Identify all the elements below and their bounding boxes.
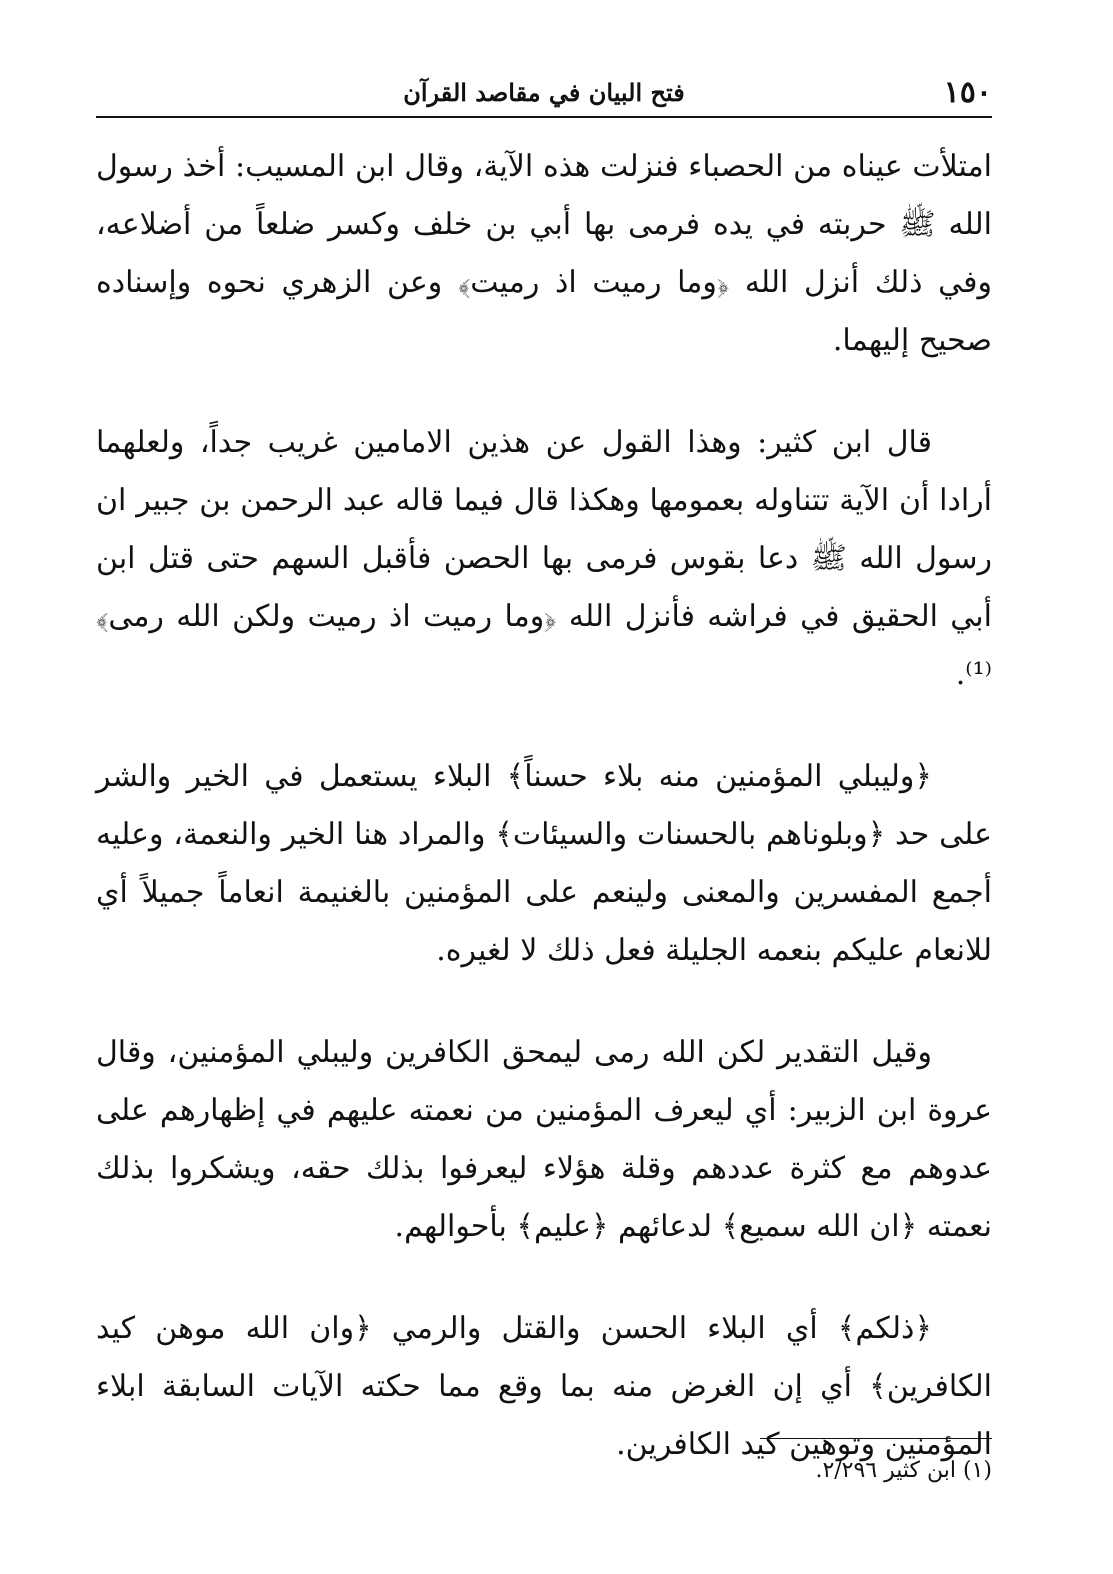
footnote: (١) ابن كثير ٢/٢٩٦. [815, 1458, 992, 1483]
page-header [96, 64, 992, 118]
paragraph-2: قال ابن كثير: وهذا القول عن هذين الامامين غريب جداً، ولعلهما أرادا أن الآية تتناوله بعمومها وهكذا قال فيما قاله عبد الرحمن بن جبير ان رسول الله ﷺ دعا بقوس فرمى بها الحصن فأقبل السهم حتى قتل ابن أبي الحقيق في فراشه فأنزل الله ﴿وما رميت اذ رميت ولكن الله رمى﴾⁽¹⁾. [96, 425, 992, 692]
footnote-divider [760, 1438, 992, 1439]
book-page [96, 64, 992, 1524]
paragraph-5: ﴿ذلكم﴾ أي البلاء الحسن والقتل والرمي ﴿وان الله موهن كيد الكافرين﴾ أي إن الغرض منه بما وقع مما حكته الآيات السابقة ابلاء المؤمنين وتوهين كيد الكافرين. [96, 1311, 992, 1462]
page-number: ١٥٠ [943, 75, 992, 110]
paragraph-3: ﴿وليبلي المؤمنين منه بلاء حسناً﴾ البلاء يستعمل في الخير والشر على حد ﴿وبلوناهم بالحسنات والسيئات﴾ والمراد هنا الخير والنعمة، وعليه أجمع المفسرين والمعنى ولينعم على المؤمنين بالغنيمة انعاماً جميلاً أي للانعام عليكم بنعمه الجليلة فعل ذلك لا لغيره. [96, 759, 992, 968]
paragraph-4: وقيل التقدير لكن الله رمى ليمحق الكافرين وليبلي المؤمنين، وقال عروة ابن الزبير: أي ليعرف المؤمنين من نعمته عليهم في إظهارهم على عدوهم مع كثرة عددهم وقلة هؤلاء ليعرفوا بذلك حقه، ويشكروا بذلك نعمته ﴿ان الله سميع﴾ لدعائهم ﴿عليم﴾ بأحوالهم. [96, 1035, 992, 1244]
running-title: فتح البيان في مقاصد القرآن [403, 78, 685, 107]
body-text [96, 138, 992, 1474]
paragraph-1: امتلأت عيناه من الحصباء فنزلت هذه الآية، وقال ابن المسيب: أخذ رسول الله ﷺ حربته في يده فرمى بها أبي بن خلف وكسر ضلعاً من أضلاعه، وفي ذلك أنزل الله ﴿وما رميت اذ رميت﴾ وعن الزهري نحوه وإسناده صحيح إليهما. [96, 149, 992, 358]
